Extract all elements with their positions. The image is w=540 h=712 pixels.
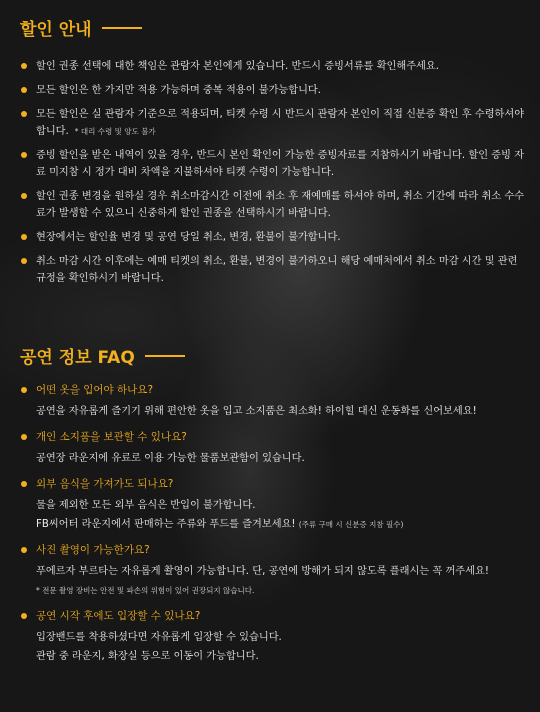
faq-question: 어떤 옷을 입어야 하나요?: [20, 382, 525, 399]
bullet-dot-icon: [21, 434, 27, 440]
note-text: (주류 구매 시 신분증 지참 필수): [298, 520, 404, 529]
faq-answer: [20, 562, 525, 600]
faq-question: 공연 시작 후에도 입장할 수 있나요?: [20, 608, 525, 625]
bullet-dot-icon: [21, 547, 27, 553]
bullet-dot-icon: [21, 387, 27, 393]
bullet-dot-icon: [21, 152, 27, 158]
faq-item: [20, 476, 525, 534]
faq-item: [20, 608, 525, 666]
note-text: * 대리 수령 및 양도 불가: [74, 127, 156, 136]
bullet-dot-icon: [21, 234, 27, 240]
faq-question: 사진 촬영이 가능한가요?: [20, 542, 525, 559]
list-item: 모든 할인은 실 관람자 기준으로 적용되며, 티켓 수령 시 반드시 관람자 본인이 직접 신분증 확인 후 수령하셔야 합니다. * 대리 수령 및 양도 불가: [20, 106, 525, 140]
note-text: * 전문 촬영 장비는 안전 및 파손의 위험이 있어 권장되지 않습니다.: [36, 586, 255, 595]
bullet-dot-icon: [21, 258, 27, 264]
bullet-dot-icon: [21, 193, 27, 199]
discount-list: [20, 58, 525, 294]
faq-answer-line: 입장밴드를 착용하셨다면 자유롭게 입장할 수 있습니다.: [36, 632, 282, 643]
faq-answer: 공연장 라운지에 유료로 이용 가능한 물품보관함이 있습니다.: [36, 453, 305, 464]
faq-answer: 공연을 자유롭게 즐기기 위해 편안한 옷을 입고 소지품은 최소화! 하이힐 대신 운동화를 신어보세요!: [36, 406, 477, 417]
faq-answer-line: FB씨어터 라운지에서 판매하는 주류와 푸드를 즐겨보세요! (주류 구매 시 신분증 지참 필수): [36, 519, 404, 530]
title-underline: [145, 355, 185, 357]
discount-section-title: [20, 15, 142, 40]
faq-answer-line: 푸에르자 부르타는 자유롭게 촬영이 가능합니다. 단, 공연에 방해가 되지 않도록 플래시는 꼭 꺼주세요!: [36, 566, 489, 577]
faq-answer: [20, 496, 525, 534]
list-item: 취소 마감 시간 이후에는 예매 티켓의 취소, 환불, 변경이 불가하오니 해당 예매처에서 취소 마감 시간 및 관련 규정을 확인하시기 바랍니다.: [20, 253, 525, 287]
faq-answer-line: 물을 제외한 모든 외부 음식은 반입이 불가합니다.: [36, 500, 256, 511]
faq-section-title: [20, 343, 185, 368]
discount-title-text: 할인 안내: [20, 20, 92, 40]
title-underline: [102, 27, 142, 29]
bullet-dot-icon: [21, 613, 27, 619]
list-item: 할인 권종 선택에 대한 책임은 관람자 본인에게 있습니다. 반드시 증빙서류를 확인해주세요.: [20, 58, 525, 75]
faq-question: 외부 음식을 가져가도 되나요?: [20, 476, 525, 493]
list-item: 할인 권종 변경을 원하실 경우 취소마감시간 이전에 취소 후 재예매를 하셔야 하며, 취소 기간에 따라 취소 수수료가 발생할 수 있으니 신중하게 할인 권종을 선택하시기 바랍니다.: [20, 188, 525, 222]
faq-list: [20, 382, 525, 674]
bullet-dot-icon: [21, 63, 27, 69]
faq-item: [20, 382, 525, 421]
faq-item: [20, 542, 525, 600]
faq-answer: [20, 628, 525, 666]
faq-question: 개인 소지품을 보관할 수 있나요?: [20, 429, 525, 446]
list-item: 현장에서는 할인율 변경 및 공연 당일 취소, 변경, 환불이 불가합니다.: [20, 229, 525, 246]
faq-answer-line: 관람 중 라운지, 화장실 등으로 이동이 가능합니다.: [36, 651, 259, 662]
bullet-dot-icon: [21, 87, 27, 93]
list-item: 모든 할인은 한 가지만 적용 가능하며 중복 적용이 불가능합니다.: [20, 82, 525, 99]
bullet-dot-icon: [21, 481, 27, 487]
list-item: 증빙 할인을 받은 내역이 있을 경우, 반드시 본인 확인이 가능한 증빙자료를 지참하시기 바랍니다. 할인 증빙 자료 미지참 시 정가 대비 차액을 지불하셔야 티켓 수령이 가능합니다.: [20, 147, 525, 181]
bullet-dot-icon: [21, 111, 27, 117]
faq-item: [20, 429, 525, 468]
faq-title-text: 공연 정보 FAQ: [20, 348, 135, 368]
